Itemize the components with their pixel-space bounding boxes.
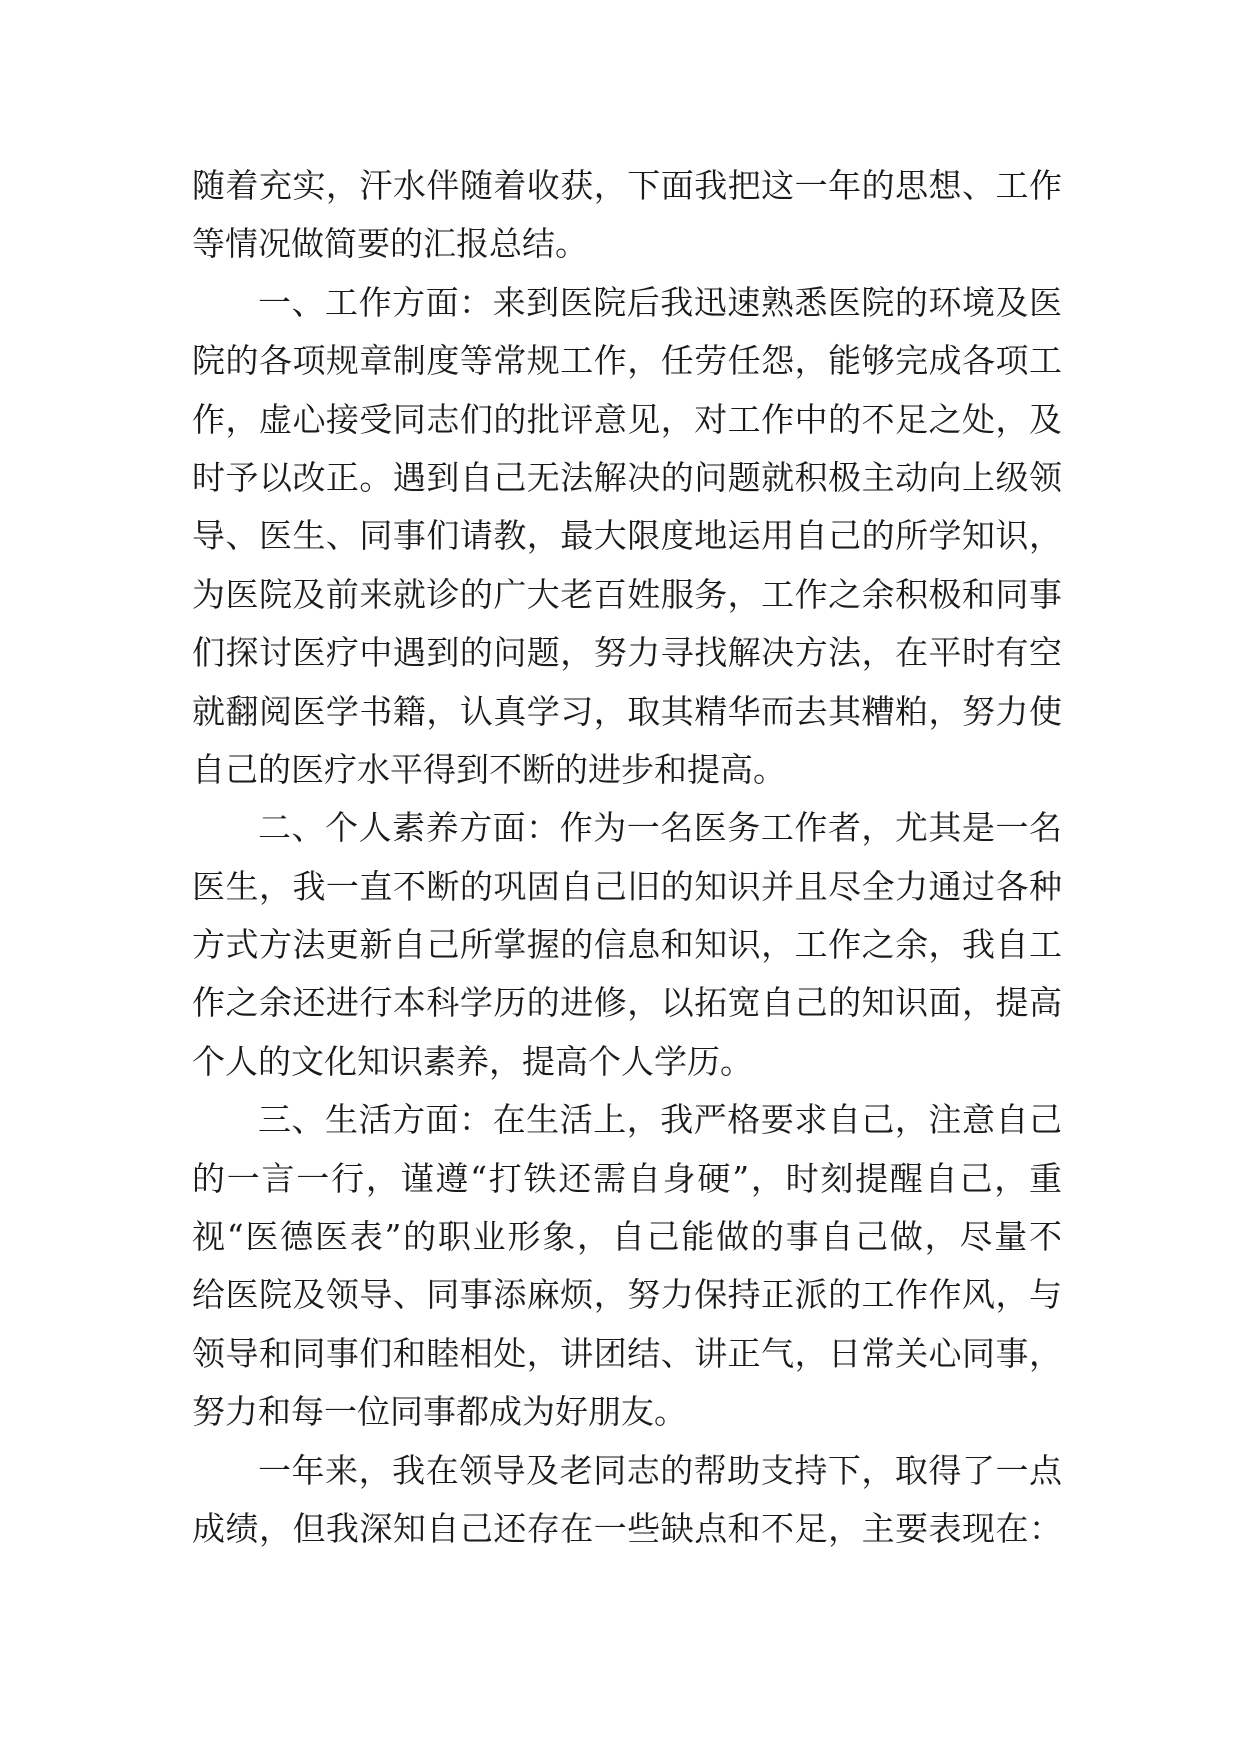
text-line: 视“医德医表”的职业形象，自己能做的事自己做，尽量不 [192, 1217, 1062, 1257]
text-line: 努力和每一位同事都成为好朋友。 [192, 1392, 687, 1432]
text-line: 医生，我一直不断的巩固自己旧的知识并且尽全力通过各种 [192, 866, 1062, 906]
text-line: 随着充实，汗水伴随着收获，下面我把这一年的思想、工作 [192, 166, 1062, 205]
text-line: 等情况做简要的汇报总结。 [192, 224, 588, 264]
text-line: 时予以改正。遇到自己无法解决的问题就积极主动向上级领 [192, 457, 1062, 497]
text-line: 作，虚心接受同志们的批评意见，对工作中的不足之处，及 [192, 399, 1062, 439]
text-line: 个人的文化知识素养，提高个人学历。 [192, 1041, 753, 1081]
text-line: 作之余还进行本科学历的进修，以拓宽自己的知识面，提高 [192, 983, 1062, 1023]
text-line: 方式方法更新自己所掌握的信息和知识，工作之余，我自工 [192, 925, 1062, 965]
paragraph-start-line: 一年来，我在领导及老同志的帮助支持下，取得了一点 [258, 1450, 1062, 1490]
text-line: 导、医生、同事们请教，最大限度地运用自己的所学知识， [192, 516, 1062, 556]
text-line: 们探讨医疗中遇到的问题，努力寻找解决方法，在平时有空 [192, 633, 1062, 673]
text-line: 领导和同事们和睦相处，讲团结、讲正气，日常关心同事， [192, 1333, 1062, 1373]
text-line: 就翻阅医学书籍，认真学习，取其精华而去其糟粕，努力使 [192, 691, 1062, 731]
document-body [192, 157, 1062, 1558]
text-line: 院的各项规章制度等常规工作，任劳任怨，能够完成各项工 [192, 341, 1062, 381]
text-line: 成绩，但我深知自己还存在一些缺点和不足，主要表现在： [192, 1508, 1062, 1548]
paragraph-start-line: 二、个人素养方面：作为一名医务工作者，尤其是一名 [258, 808, 1062, 848]
text-line: 的一言一行，谨遵“打铁还需自身硬”，时刻提醒自己，重 [192, 1158, 1062, 1198]
paragraph-start-line: 三、生活方面：在生活上，我严格要求自己，注意自己 [258, 1100, 1062, 1140]
text-line: 为医院及前来就诊的广大老百姓服务，工作之余积极和同事 [192, 574, 1062, 614]
paragraph-start-line: 一、工作方面：来到医院后我迅速熟悉医院的环境及医 [258, 282, 1062, 322]
text-line: 自己的医疗水平得到不断的进步和提高。 [192, 749, 786, 789]
text-line: 给医院及领导、同事添麻烦，努力保持正派的工作作风，与 [192, 1275, 1062, 1315]
